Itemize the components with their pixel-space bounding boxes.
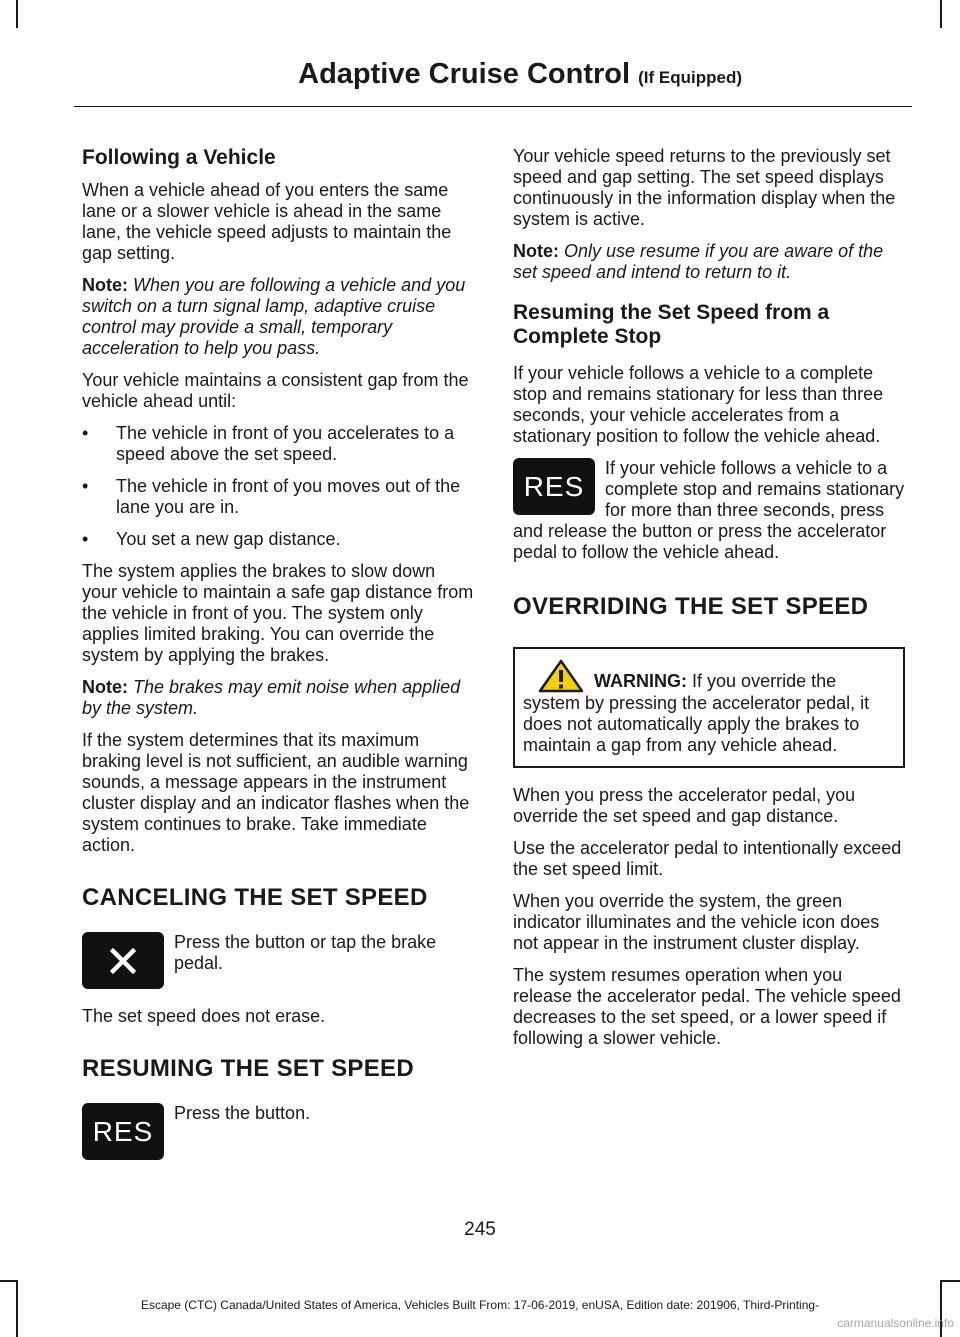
watermark: carmanualsonline.info xyxy=(837,1316,954,1330)
cancel-button-icon xyxy=(82,932,164,989)
page-header xyxy=(298,58,742,91)
left-column xyxy=(82,146,474,1163)
complete-stop-paragraph-2: If your vehicle follows a vehicle to a complete stop and remains stationary for more than three seconds, press and release the button or press the accelerator pedal to follow the vehicle ahead. xyxy=(513,458,905,562)
note-text: Only use resume if you are aware of the set speed and intend to return to it. xyxy=(513,241,884,282)
header-subtitle: (If Equipped) xyxy=(638,68,742,87)
cancel-text: Press the button or tap the brake pedal. xyxy=(174,932,437,973)
following-paragraph-4: If the system determines that its maximum braking level is not sufficient, an audible warning sounds, a message appears in the instrument cluster display and an indicator flashes when the system continues to brake. Take immediate action. xyxy=(82,730,470,855)
list-item: • The vehicle in front of you moves out of the lane you are in. xyxy=(82,476,461,517)
right-column xyxy=(513,146,905,1060)
list-item: • The vehicle in front of you accelerates to a speed above the set speed. xyxy=(82,423,455,464)
resume-text: Press the button. xyxy=(174,1103,311,1123)
crop-mark-corner-left xyxy=(0,1280,18,1282)
header-title: Adaptive Cruise Control xyxy=(298,58,631,90)
note-label: Note: xyxy=(82,677,128,697)
bullet-list xyxy=(82,423,474,550)
note-turn-signal xyxy=(82,275,474,359)
cancel-row xyxy=(82,932,474,992)
following-paragraph-1: When a vehicle ahead of you enters the same lane or a slower vehicle is ahead in the same lane, the vehicle speed adjusts to maintain the gap setting. xyxy=(82,180,452,263)
note-text: The brakes may emit noise when applied by the system. xyxy=(82,677,461,718)
cancel-heading: CANCELING THE SET SPEED xyxy=(82,884,428,911)
warning-label: WARNING: xyxy=(594,671,688,691)
list-item: • You set a new gap distance. xyxy=(82,529,341,549)
resume-heading: RESUMING THE SET SPEED xyxy=(82,1055,414,1082)
override-heading: OVERRIDING THE SET SPEED xyxy=(513,593,869,620)
override-paragraph-4: The system resumes operation when you release the accelerator pedal. The vehicle speed decreases to the set speed, or a lower speed if following a slower vehicle. xyxy=(513,965,901,1048)
cancel-after-text: The set speed does not erase. xyxy=(82,1006,326,1026)
crop-mark-top-left xyxy=(16,0,18,28)
warning-text: If you override the system by pressing the accelerator pedal, it does not automatically apply the brakes to maintain a gap from any vehicle ahead. xyxy=(523,671,870,755)
complete-stop-heading: Resuming the Set Speed from a Complete Stop xyxy=(513,301,830,348)
following-paragraph-3: The system applies the brakes to slow down your vehicle to maintain a safe gap distance from the vehicle in front of you. The system only applies limited braking. You can override the system by applying the brakes. xyxy=(82,561,474,665)
resume-paragraph-1: Your vehicle speed returns to the previously set speed and gap setting. The set speed displays continuously in the information display when the system is active. xyxy=(513,146,896,229)
crop-mark-corner-right xyxy=(940,1280,960,1282)
crop-mark-top-right xyxy=(940,0,942,28)
note-brake-noise xyxy=(82,677,474,719)
override-paragraph-2: Use the accelerator pedal to intentionally exceed the set speed limit. xyxy=(513,838,902,879)
following-paragraph-2: Your vehicle maintains a consistent gap from the vehicle ahead until: xyxy=(82,370,469,411)
override-paragraph-1: When you press the accelerator pedal, you override the set speed and gap distance. xyxy=(513,785,856,826)
following-heading: Following a Vehicle xyxy=(82,146,276,169)
warning-triangle-icon xyxy=(537,659,585,693)
warning-box xyxy=(513,647,905,768)
note-text: When you are following a vehicle and you switch on a turn signal lamp, adaptive cruise control may provide a small, temporary acceleration to help you pass. xyxy=(82,275,466,358)
complete-stop-paragraph-1: If your vehicle follows a vehicle to a complete stop and remains stationary for less than three seconds, your vehicle accelerates from a stationary position to follow the vehicle ahead. xyxy=(513,363,884,446)
resume-row xyxy=(82,1103,474,1163)
complete-stop-res-block xyxy=(513,458,905,563)
note-label: Note: xyxy=(82,275,128,295)
footer-text: Escape (CTC) Canada/United States of America, Vehicles Built From: 17-06-2019, enUSA, Edition date: 201906, Third-Printing- xyxy=(140,1298,820,1312)
note-resume xyxy=(513,241,905,283)
res-button-icon: RES xyxy=(513,458,595,515)
close-icon xyxy=(108,946,138,976)
res-button-icon: RES xyxy=(82,1103,164,1160)
header-divider xyxy=(74,106,912,107)
note-label: Note: xyxy=(513,241,559,261)
override-paragraph-3: When you override the system, the green indicator illuminates and the vehicle icon does not appear in the instrument cluster display. xyxy=(513,891,880,953)
page-number: 245 xyxy=(464,1219,496,1240)
